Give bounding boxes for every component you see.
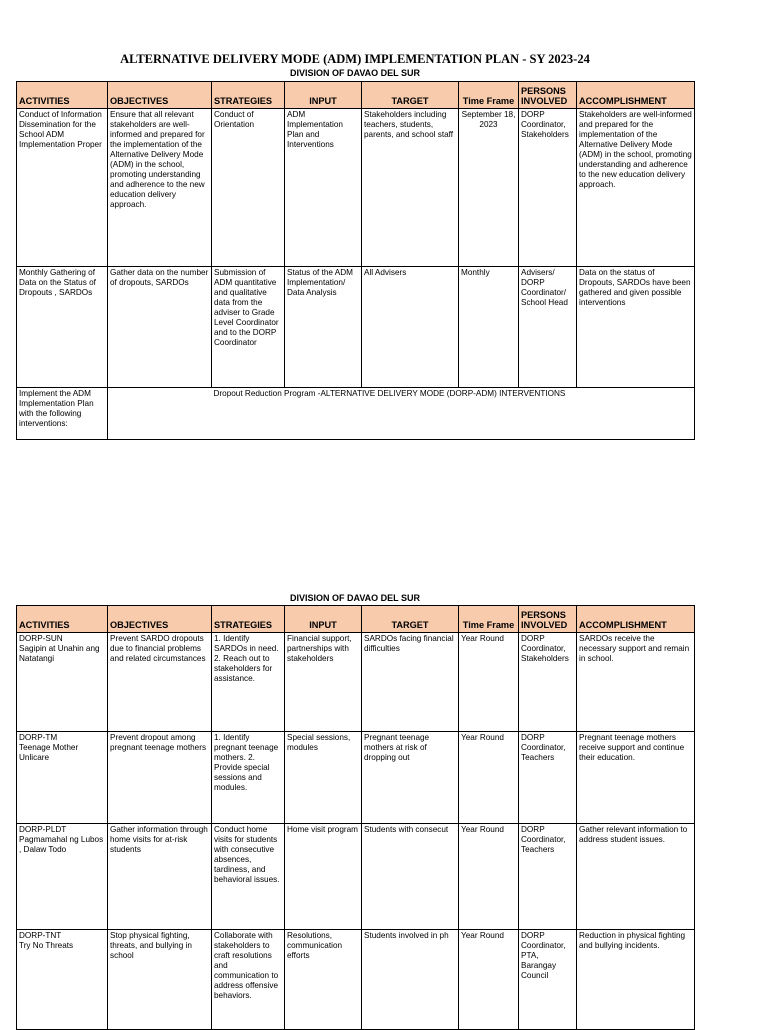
table-row xyxy=(17,267,695,388)
cell-target: Students involved in ph xyxy=(362,930,459,1030)
cell-accomplishment: SARDOs receive the necessary support and remain in school. xyxy=(577,633,695,732)
cell-time-frame: September 18, 2023 xyxy=(459,109,519,267)
interventions-note: Dropout Reduction Program -ALTERNATIVE DELIVERY MODE (DORP-ADM) INTERVENTIONS xyxy=(212,388,695,440)
cell-activities: DORP-TNT Try No Threats xyxy=(17,930,108,1030)
cell-objectives: Stop physical fighting, threats, and bullying in school xyxy=(108,930,212,1030)
cell-input: ADM Implementation Plan and Interventions xyxy=(285,109,362,267)
cell-objectives: Gather data on the number of dropouts, SARDOs xyxy=(108,267,212,388)
cell-activities: DORP-SUN Sagipin at Unahin ang Natatangi xyxy=(17,633,108,732)
cell-objectives: Prevent SARDO dropouts due to financial problems and related circumstances xyxy=(108,633,212,732)
header-accomplishment: ACCOMPLISHMENT xyxy=(577,606,695,633)
cell-persons: DORP Coordinator, Stakeholders xyxy=(519,109,577,267)
page-title: ALTERNATIVE DELIVERY MODE (ADM) IMPLEMENTATION PLAN - SY 2023-24 xyxy=(120,52,590,66)
cell-activities: DORP-TM Teenage Mother Unlicare xyxy=(17,732,108,824)
cell-persons: Advisers/ DORP Coordinator/ School Head xyxy=(519,267,577,388)
implementation-table-1 xyxy=(16,81,695,440)
cell-time-frame: Year Round xyxy=(459,732,519,824)
cell-persons: DORP Coordinator, Stakeholders xyxy=(519,633,577,732)
cell-activities: Conduct of Information Dissemination for the School ADM Implementation Proper xyxy=(17,109,108,267)
header-accomplishment: ACCOMPLISHMENT xyxy=(577,82,695,109)
cell-input: Home visit program xyxy=(285,824,362,930)
cell-strategies: 1. Identify pregnant teenage mothers. 2. Provide special sessions and modules. xyxy=(212,732,285,824)
cell-activities: Monthly Gathering of Data on the Status of Dropouts , SARDOs xyxy=(17,267,108,388)
cell-accomplishment: Gather relevant information to address student issues. xyxy=(577,824,695,930)
header-persons-involved: PERSONS INVOLVED xyxy=(519,606,577,633)
table-row xyxy=(17,732,695,824)
cell-activities: DORP-PLDT Pagmamahal ng Lubos , Dalaw Todo xyxy=(17,824,108,930)
cell-persons: DORP Coordinator, Teachers xyxy=(519,824,577,930)
cell-strategies: Collaborate with stakeholders to craft resolutions and communication to address offensive behaviors. xyxy=(212,930,285,1030)
cell-persons: DORP Coordinator, Teachers xyxy=(519,732,577,824)
cell-input: Status of the ADM Implementation/ Data Analysis xyxy=(285,267,362,388)
cell-target: Stakeholders including teachers, students, parents, and school staff xyxy=(362,109,459,267)
cell-time-frame: Monthly xyxy=(459,267,519,388)
header-time-frame: Time Frame xyxy=(459,82,519,109)
cell-activities: Implement the ADM Implementation Plan with the following interventions: xyxy=(17,388,108,440)
table-row xyxy=(17,930,695,1030)
cell-target: Pregnant teenage mothers at risk of dropping out xyxy=(362,732,459,824)
cell-accomplishment: Pregnant teenage mothers receive support and continue their education. xyxy=(577,732,695,824)
header-target: TARGET xyxy=(362,82,459,109)
cell-strategies: Conduct home visits for students with consecutive absences, tardiness, and behavioral issues. xyxy=(212,824,285,930)
cell-time-frame: Year Round xyxy=(459,633,519,732)
header-time-frame: Time Frame xyxy=(459,606,519,633)
header-objectives: OBJECTIVES xyxy=(108,82,212,109)
cell-accomplishment: Stakeholders are well-informed and prepared for the implementation of the Alternative Delivery Mode (ADM) in the school, promoting understanding and adherence to the new education delivery approach. xyxy=(577,109,695,267)
cell-input: Financial support, partnerships with stakeholders xyxy=(285,633,362,732)
cell-input: Resolutions, communication efforts xyxy=(285,930,362,1030)
cell-target: SARDOs facing financial difficulties xyxy=(362,633,459,732)
cell-accomplishment: Data on the status of Dropouts, SARDOs have been gathered and given possible interventions xyxy=(577,267,695,388)
implementation-table-2 xyxy=(16,605,695,1030)
blank-cell xyxy=(108,388,212,440)
division-heading-2: DIVISION OF DAVAO DEL SUR xyxy=(289,593,420,603)
cell-persons: DORP Coordinator, PTA, Barangay Council xyxy=(519,930,577,1030)
cell-strategies: Submission of ADM quantitative and qualitative data from the adviser to Grade Level Coordinator and to the DORP Coordinator xyxy=(212,267,285,388)
header-input: INPUT xyxy=(285,606,362,633)
cell-objectives: Prevent dropout among pregnant teenage mothers xyxy=(108,732,212,824)
header-strategies: STRATEGIES xyxy=(212,606,285,633)
header-activities: ACTIVITIES xyxy=(17,606,108,633)
header-objectives: OBJECTIVES xyxy=(108,606,212,633)
cell-time-frame: Year Round xyxy=(459,930,519,1030)
table-row xyxy=(17,633,695,732)
cell-target: All Advisers xyxy=(362,267,459,388)
cell-input: Special sessions, modules xyxy=(285,732,362,824)
cell-strategies: Conduct of Orientation xyxy=(212,109,285,267)
cell-objectives: Ensure that all relevant stakeholders are well-informed and prepared for the implementation of the Alternative Delivery Mode (ADM) in the school, promoting understanding and adherence to the new education delivery approach. xyxy=(108,109,212,267)
header-persons-involved: PERSONS INVOLVED xyxy=(519,82,577,109)
table-row xyxy=(17,824,695,930)
table-row xyxy=(17,388,695,440)
cell-target: Students with consecut xyxy=(362,824,459,930)
header-strategies: STRATEGIES xyxy=(212,82,285,109)
header-activities: ACTIVITIES xyxy=(17,82,108,109)
division-heading-1: DIVISION OF DAVAO DEL SUR xyxy=(289,68,420,78)
cell-objectives: Gather information through home visits for at-risk students xyxy=(108,824,212,930)
header-input: INPUT xyxy=(285,82,362,109)
table-row xyxy=(17,109,695,267)
cell-strategies: 1. Identify SARDOs in need. 2. Reach out to stakeholders for assistance. xyxy=(212,633,285,732)
header-target: TARGET xyxy=(362,606,459,633)
cell-accomplishment: Reduction in physical fighting and bullying incidents. xyxy=(577,930,695,1030)
cell-time-frame: Year Round xyxy=(459,824,519,930)
